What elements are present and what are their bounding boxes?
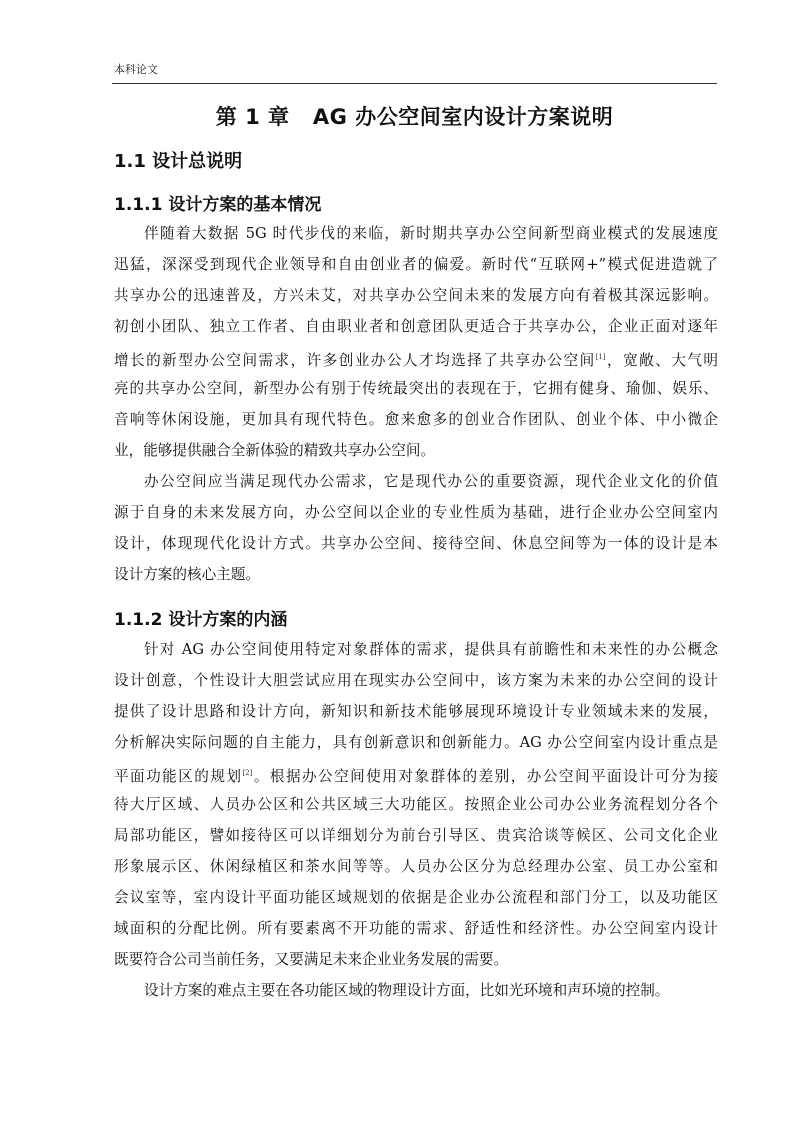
text-line: 源于自身的未来发展方向，办公空间以企业的专业性质为基础，进行企业办公空间室内 — [114, 504, 718, 521]
text-fragment: 增长的新型办公空间需求，许多创业办公人才均选择了共享办公空间 — [114, 352, 596, 369]
text-line: 亮的共享办公空间，新型办公有别于传统最突出的表现在于，它拥有健身、瑜伽、娱乐、 — [114, 380, 718, 397]
text-line: 既要符合公司当前任务，又要满足未来企业业务发展的需要。 — [114, 951, 509, 968]
citation-ref-2: [2] — [242, 769, 253, 777]
text-fragment: ，宽敞、大气明 — [605, 352, 718, 369]
text-line: 迅猛，深深受到现代企业领导和自由创业者的偏爱。新时代“互联网+”模式促进造就了 — [114, 256, 718, 273]
paragraph-design-connotation — [114, 634, 718, 975]
text-line: 音响等休闲设施，更加具有现代特色。愈来愈多的创业合作团队、创业个体、中小微企 — [114, 411, 718, 428]
paragraph-office-needs — [114, 466, 718, 590]
text-line: 域面积的分配比例。所有要素离不开功能的需求、舒适性和经济性。办公空间室内设计 — [114, 920, 718, 937]
text-line: 共享办公的迅速普及，方兴未艾，对共享办公空间未来的发展方向有着极其深远影响。 — [114, 287, 718, 304]
section-heading-1-1: 1.1 设计总说明 — [114, 151, 243, 172]
text-line: 分析解决实际问题的自主能力，具有创新意识和创新能力。AG 办公空间室内设计重点是 — [114, 734, 718, 751]
text-line: 针对 AG 办公空间使用特定对象群体的需求，提供具有前瞻性和未来性的办公概念 — [144, 641, 718, 658]
text-line-with-citation — [114, 758, 718, 789]
text-line: 业，能够提供融合全新体验的精致共享办公空间。 — [114, 442, 436, 459]
header-divider — [112, 83, 717, 84]
text-line: 局部功能区，譬如接待区可以详细划分为前台引导区、贵宾洽谈等候区、公司文化企业 — [114, 827, 718, 844]
text-line-with-citation — [114, 342, 718, 373]
text-line: 待大厅区域、人员办公区和公共区域三大功能区。按照企业公司办公业务流程划分各个 — [114, 796, 718, 813]
text-line: 办公空间应当满足现代办公需求，它是现代办公的重要资源，现代企业文化的价值 — [144, 473, 718, 490]
text-fragment: 。根据办公空间使用对象群体的差别，办公空间平面设计可分为接 — [252, 768, 718, 785]
running-header: 本科论文 — [114, 63, 158, 76]
text-line: 伴随着大数据 5G 时代步伐的来临，新时期共享办公空间新型商业模式的发展速度 — [144, 225, 718, 242]
text-line: 设计，体现现代化设计方式。共享办公空间、接待空间、休息空间等为一体的设计是本 — [114, 535, 718, 552]
text-line: 设计方案的核心主题。 — [114, 566, 260, 583]
chapter-title: 第 1 章 AG 办公空间室内设计方案说明 — [215, 105, 614, 129]
paragraph-basic-situation — [114, 218, 718, 466]
text-line: 提供了设计思路和设计方向，新知识和新技术能够展现环境设计专业领域未来的发展， — [114, 703, 718, 720]
section-heading-1-1-1: 1.1.1 设计方案的基本情况 — [114, 195, 322, 215]
text-line: 形象展示区、休闲绿植区和茶水间等等。人员办公区分为总经理办公室、员工办公室和 — [114, 858, 718, 875]
citation-ref-1: [1] — [595, 353, 606, 361]
paragraph-design-difficulty — [114, 975, 718, 1006]
text-fragment: 平面功能区的规划 — [114, 768, 243, 785]
text-line: 设计方案的难点主要在各功能区域的物理设计方面，比如光环境和声环境的控制。 — [144, 982, 670, 999]
section-heading-1-1-2: 1.1.2 设计方案的内涵 — [114, 610, 288, 630]
text-line: 设计创意，个性设计大胆尝试应用在现实办公空间中，该方案为未来的办公空间的设计 — [114, 672, 718, 689]
text-line: 会议室等，室内设计平面功能区域规划的依据是企业办公流程和部门分工，以及功能区 — [114, 889, 718, 906]
text-line: 初创小团队、独立工作者、自由职业者和创意团队更适合于共享办公，企业正面对逐年 — [114, 318, 718, 335]
